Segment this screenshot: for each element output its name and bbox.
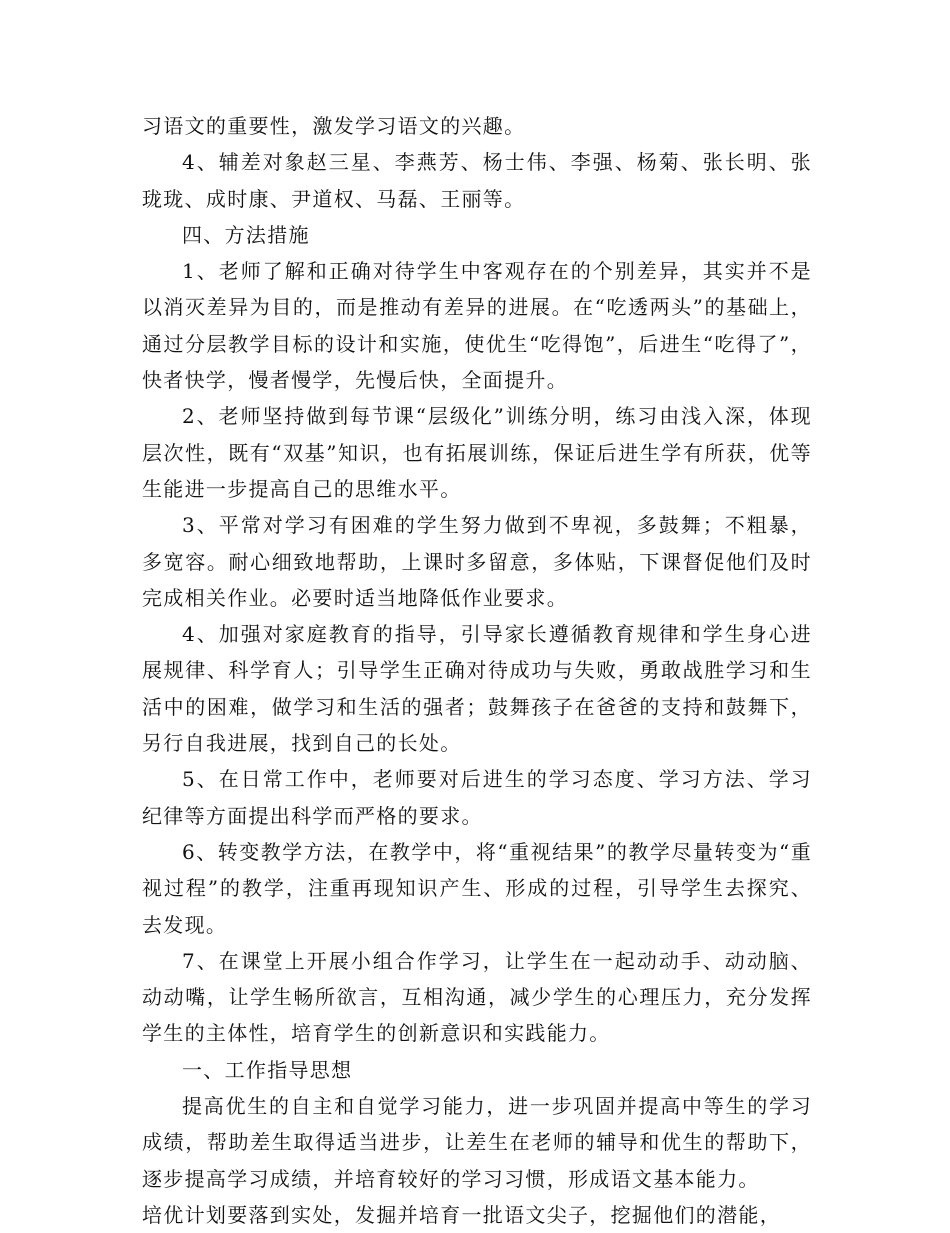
paragraph-cultivation-plan: 培优计划要落到实处，发掘并培育一批语文尖子，挖掘他们的潜能，	[142, 1202, 781, 1227]
paragraph-method-5: 5、在日常工作中，老师要对后进生的学习态度、学习方法、学习纪律等方面提出科学而严格的要求。	[142, 767, 812, 828]
section-heading-methods: 四、方法措施	[182, 222, 310, 247]
paragraph-remedial-students: 4、辅差对象赵三星、李燕芳、杨士伟、李强、杨菊、张长明、张珑珑、成时康、尹道权、马磊、王丽等。	[142, 150, 812, 211]
paragraph-continuation: 习语文的重要性，激发学习语文的兴趣。	[142, 114, 526, 138]
paragraph-guiding-ideology: 提高优生的自主和自觉学习能力，进一步巩固并提高中等生的学习成绩，帮助差生取得适当进步，让差生在老师的辅导和优生的帮助下，逐步提高学习成绩，并培育较好的学习习惯，形成语文基本能力。	[142, 1094, 812, 1191]
paragraph-method-1: 1、老师了解和正确对待学生中客观存在的个别差异，其实并不是以消灭差异为目的，而是推动有差异的进展。在“吃透两头”的基础上，通过分层教学目标的设计和实施，使优生“吃得饱”，后进生“吃得了”，快者快学，慢者慢学，先慢后快，全面提升。	[142, 259, 812, 393]
document-body	[142, 108, 812, 1233]
paragraph-method-6: 6、转变教学方法，在教学中，将“重视结果”的教学尽量转变为“重视过程”的教学，注重再现知识产生、形成的过程，引导学生去探究、去发现。	[142, 839, 812, 937]
section-heading-guiding-ideology: 一、工作指导思想	[182, 1057, 353, 1082]
paragraph-method-2: 2、老师坚持做到每节课“层级化”训练分明，练习由浅入深，体现层次性，既有“双基”知识，也有拓展训练，保证后进生学有所获，优等生能进一步提高自己的思维水平。	[142, 404, 812, 501]
paragraph-method-7: 7、在课堂上开展小组合作学习，让学生在一起动动手、动动脑、动动嘴，让学生畅所欲言，互相沟通，减少学生的心理压力，充分发挥学生的主体性，培育学生的创新意识和实践能力。	[142, 948, 812, 1046]
paragraph-method-4: 4、加强对家庭教育的指导，引导家长遵循教育规律和学生身心进展规律、科学育人；引导学生正确对待成功与失败，勇敢战胜学习和生活中的困难，做学习和生活的强者；鼓舞孩子在爸爸的支持和鼓舞下，另行自我进展，找到自己的长处。	[142, 622, 812, 756]
paragraph-method-3: 3、平常对学习有困难的学生努力做到不卑视，多鼓舞；不粗暴，多宽容。耐心细致地帮助，上课时多留意，多体贴，下课督促他们及时完成相关作业。必要时适当地降低作业要求。	[142, 513, 812, 610]
